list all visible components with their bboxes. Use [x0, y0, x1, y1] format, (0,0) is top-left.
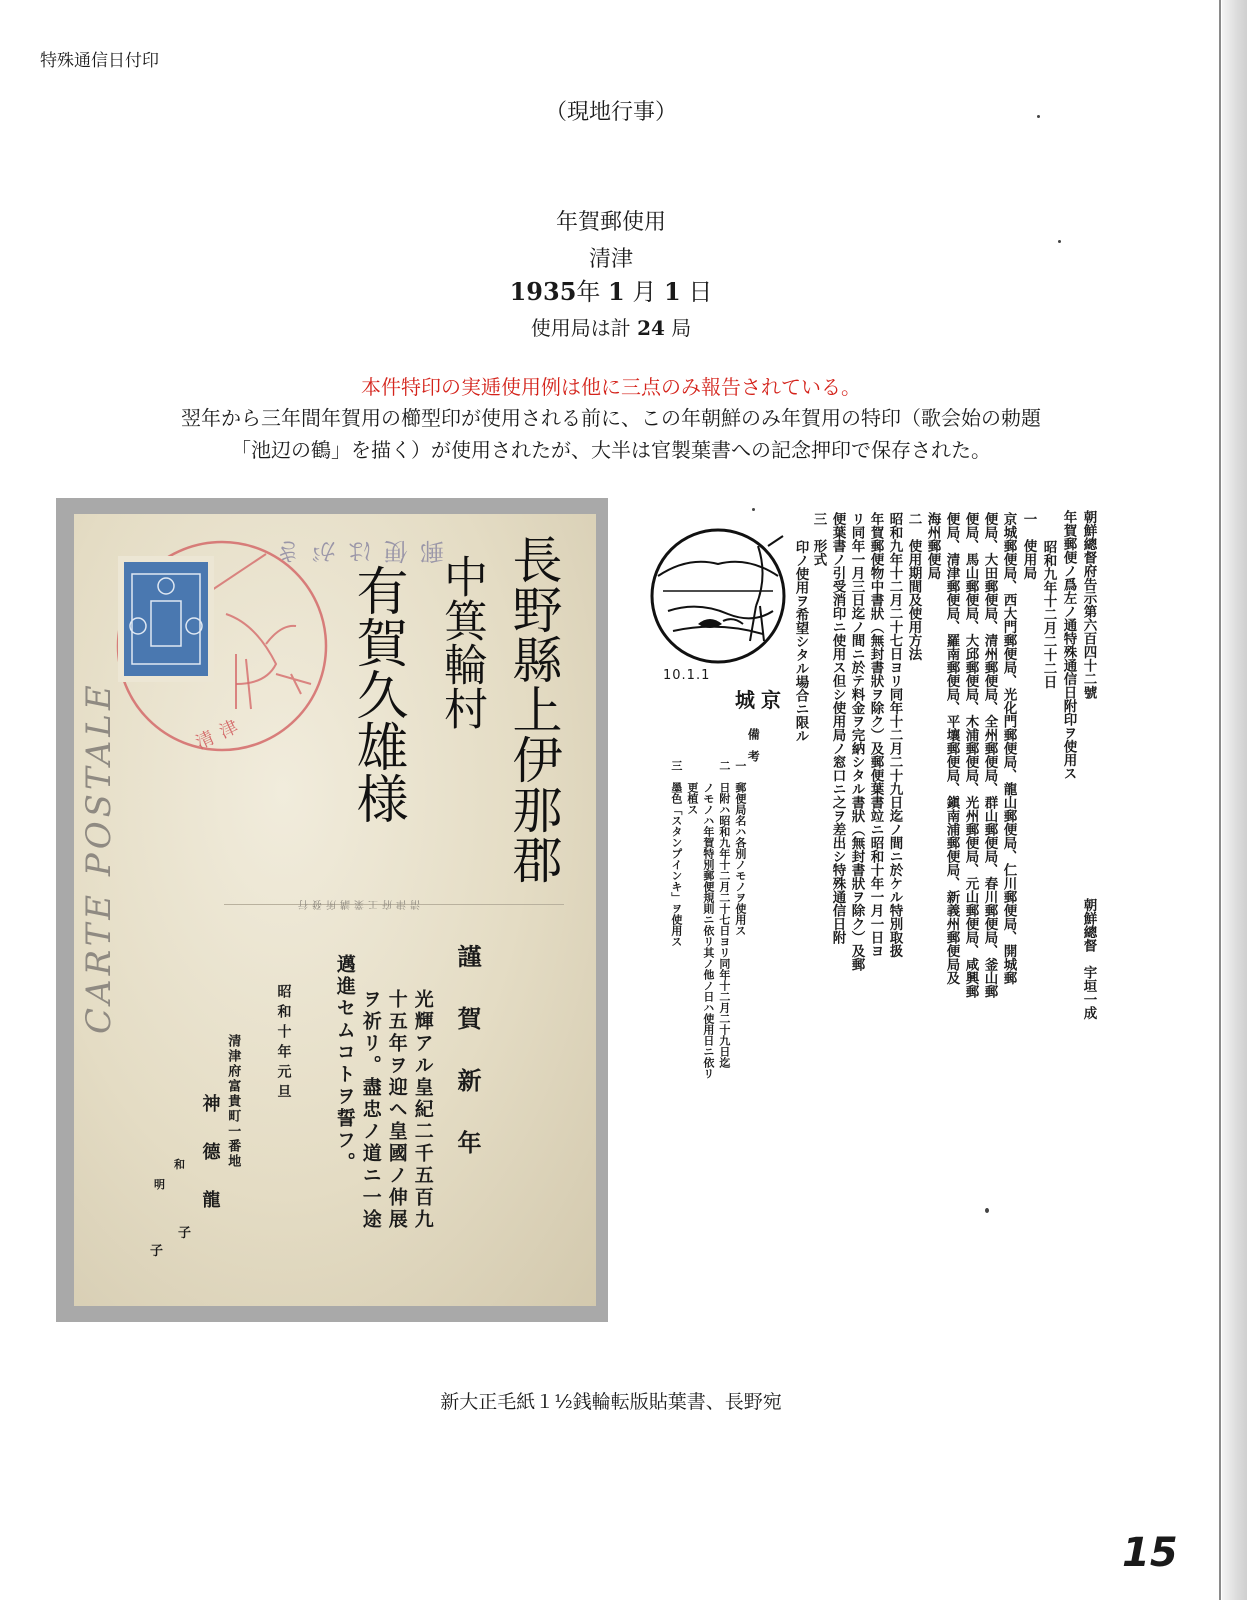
gazette-sec1-title: 一 使用局	[1020, 512, 1037, 580]
gazette-headline: 朝鮮總督府告示第六百四十二號	[1080, 510, 1097, 699]
notes-title: 備考	[746, 728, 761, 772]
address-line1: 長野縣上伊那郡	[504, 534, 563, 884]
offices-suffix: 局	[671, 316, 692, 340]
gazette-sec2-line3: リ同年一月三日迄ノ間ニ於テ料金ヲ完納シタル書狀（無封書狀ヲ除ク）及郵	[848, 512, 865, 971]
postmark-city: 清津	[192, 712, 249, 754]
gazette-sec2-line4: 便葉書ノ引受消印ニ使用ス但シ使用局ノ窓口ニ之ヲ差出シ特殊通信日附	[829, 512, 846, 944]
sender-family-4: 子	[150, 1244, 164, 1259]
sender-name: 神 德 龍	[199, 1094, 221, 1214]
scan-speck	[1058, 240, 1061, 243]
page-edge-line	[1219, 0, 1221, 1600]
offices-prefix: 使用局は計	[530, 316, 631, 340]
note-2c: 更植ス	[685, 760, 699, 815]
date-day: 1	[664, 277, 681, 306]
scan-speck	[985, 1208, 989, 1213]
sender-family-2: 和	[174, 1158, 185, 1171]
date-month-suffix: 月	[632, 278, 657, 306]
note-3: 三 墨色「スタンプインキ」ヲ使用ス	[669, 760, 683, 947]
title-line2: 清津	[588, 247, 633, 272]
note-1: 一 郵便局名ハ各別ノモノヲ使用ス	[733, 760, 747, 936]
greeting-date: 昭和十年元旦	[275, 984, 292, 1104]
note-2: 二 日附ハ昭和九年十二月二十七日ヨリ同年十二月二十九日迄	[717, 760, 731, 1068]
caption: 新大正毛紙１½銭輪転版貼葉書、長野宛	[440, 1391, 782, 1413]
offices-count-line	[0, 312, 1222, 341]
scan-speck	[1037, 115, 1040, 118]
description-line1: 翌年から三年間年賀用の櫛型印が使用される前に、この年朝鮮のみ年賀用の特印（歌会始の勅題	[181, 406, 1041, 430]
gazette-sec1-line1: 京城郵便局、西大門郵便局、光化門郵便局、龍山郵便局、仁川郵便局、開城郵	[1000, 512, 1017, 985]
greeting-line4: 邁進セムコトヲ誓フ。	[333, 954, 356, 1174]
title-line1: 年賀郵使用	[555, 210, 666, 235]
gazette-sec1-line5: 海州郵便局	[924, 512, 941, 580]
gazette-line3: 昭和九年十二月二十二日	[1040, 540, 1057, 689]
title-date	[0, 272, 1222, 307]
gazette-sec1-line3: 便局、馬山郵便局、大邱郵便局、木浦郵便局、光州郵便局、元山郵便局、咸興郵	[962, 512, 979, 998]
carte-postale-label: CARTE POSTALE	[79, 681, 119, 1034]
offices-count: 24	[637, 316, 665, 340]
date-day-suffix: 日	[688, 278, 713, 306]
gazette-line2: 年賀郵便ノ爲左ノ通特殊通信日附印ヲ使用ス	[1060, 510, 1077, 780]
postmark-illustration	[638, 516, 798, 676]
gazette-sec1-line4: 便局、清津郵便局、羅南郵便局、平壤郵便局、鎭南浦郵便局、新義州郵便局及	[943, 512, 960, 985]
date-year: 1935	[509, 277, 577, 306]
sender-family-3: 子	[178, 1226, 192, 1241]
description-line2: 「池辺の鶴」を描く）が使用されたが、大半は官製葉書への記念押印で保存された。	[231, 438, 991, 462]
gazette-signer: 朝鮮總督 宇垣一成	[1080, 898, 1097, 1020]
page-number: 15	[1122, 1530, 1178, 1576]
postmark-date: 10.1.1	[663, 668, 711, 683]
gazette-sec2-line2: 年賀郵便物中書狀（無封書狀ヲ除ク）及郵便葉書竝ニ昭和十年一月一日ヨ	[867, 512, 884, 958]
gazette-sec2-line1: 昭和九年十二月二十七日ヨリ同年十二月二十九日迄ノ間ニ於ケル特別取扱	[886, 512, 903, 958]
address-line2: 中箕輪村	[436, 554, 487, 730]
gazette-sec1-line2: 便局、大田郵便局、清州郵便局、全州郵便局、群山郵便局、春川郵便局、釜山郵	[981, 512, 998, 998]
scan-speck	[752, 508, 755, 511]
greeting-title: 謹賀新年	[453, 944, 482, 1192]
postage-stamp	[118, 556, 214, 682]
gazette-sec3-line: 印ノ使用ヲ希望シタル場合ニ限ル	[792, 540, 809, 743]
date-year-suffix: 年	[576, 278, 601, 306]
greeting-line2: 十五年ヲ迎ヘ皇國ノ伸展	[385, 989, 408, 1231]
note-2b: ノモノハ年賀特別郵便規則ニ依リ其ノ他ノ日ハ使用日ニ依リ	[701, 760, 715, 1079]
corner-label: 特殊通信日付印	[40, 51, 159, 71]
postmark-city-label: 城京	[735, 688, 787, 712]
printer-credit: 清津府工業講所發行	[294, 898, 420, 909]
greeting-line1: 光輝アル皇紀二千五百九	[411, 989, 434, 1231]
greeting-line3: ヲ祈リ。盡忠ノ道ニ一途	[359, 989, 382, 1231]
page-edge-shadow	[1222, 0, 1247, 1600]
sender-family-1: 明	[154, 1178, 165, 1191]
gazette-sec3-title: 三 形式	[810, 512, 827, 566]
highlight-note: 本件特印の実逓使用例は他に三点のみ報告されている。	[361, 375, 861, 399]
page-subtitle: （現地行事）	[544, 100, 677, 125]
address-line3: 有賀久雄様	[347, 564, 407, 824]
sender-address: 清津府富貴町一番地	[225, 1034, 241, 1169]
postal-header: 郵便はがき	[264, 537, 444, 565]
date-month: 1	[608, 277, 625, 306]
gazette-sec2-title-visible: 二 使用期間及使用方法	[905, 512, 922, 661]
postcard	[74, 514, 596, 1306]
